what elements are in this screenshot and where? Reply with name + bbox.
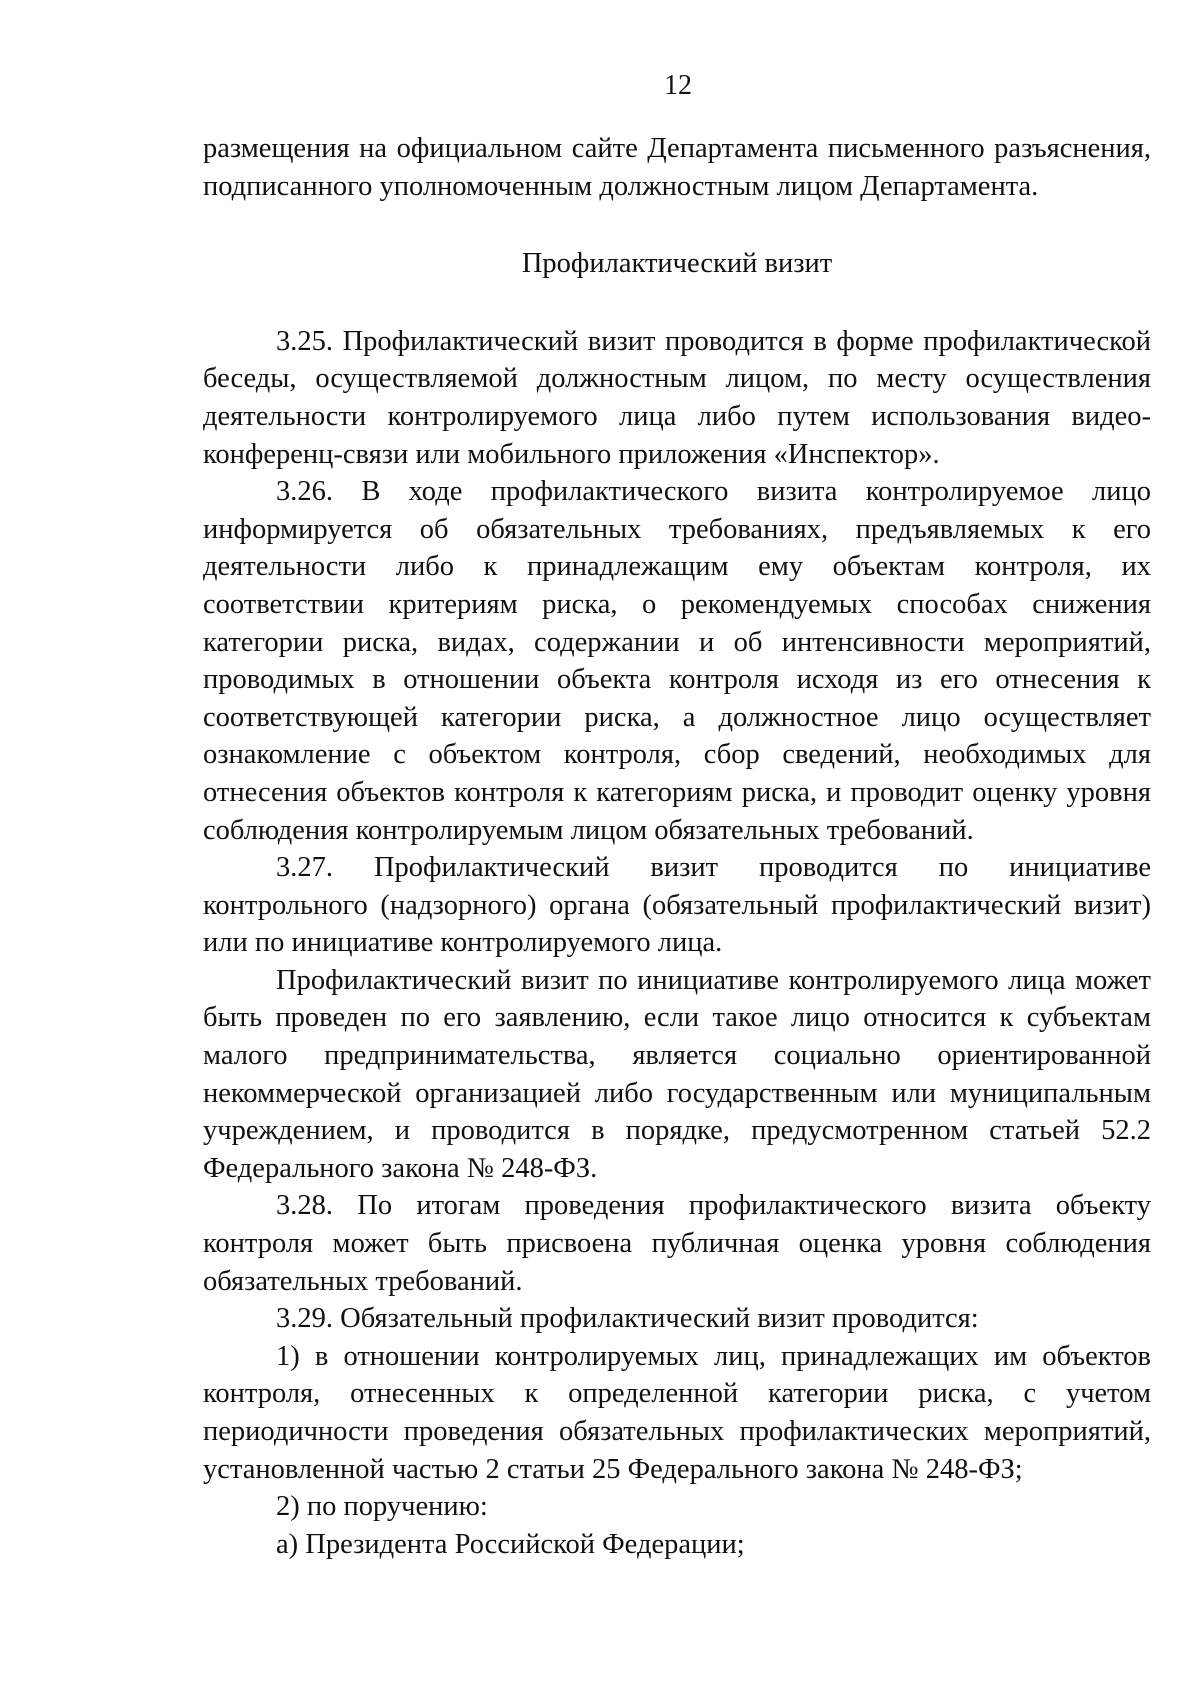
paragraph-3-27: 3.27. Профилактический визит проводится по инициативе контрольного (надзорного) органа (обязательный профилактический визит) или по инициативе контролируемого лица. (203, 852, 1151, 959)
paragraph-3-29: 3.29. Обязательный профилактический визит проводится: (276, 1303, 979, 1335)
section-heading: Профилактический визит (521, 248, 833, 280)
list-item-2a: а) Президента Российской Федерации; (276, 1528, 745, 1560)
page-number: 12 (664, 70, 692, 101)
paragraph-3-28: 3.28. По итогам проведения профилактического визита объекту контроля может быть присвоена публичная оценка уровня соблюдения обязательных требований. (203, 1190, 1151, 1297)
list-item-2: 2) по поручению: (276, 1491, 488, 1523)
paragraph-3-26: 3.26. В ходе профилактического визита контролируемое лицо информируется об обязательных требованиях, предъявляемых к его деятельности либо к принадлежащим ему объектам контроля, их соответствии критериям риска, о рекомендуемых способах снижения категории риска, видах, содержании и об интенсивности мероприятий, проводимых в отношении объекта контроля исходя из его отнесения к соответствующей категории риска, а должностное лицо осуществляет ознакомление с объектом контроля, сбор сведений, необходимых для отнесения объектов контроля к категориям риска, и проводит оценку уровня соблюдения контролируемым лицом обязательных требований. (203, 476, 1151, 846)
list-item-1: 1) в отношении контролируемых лиц, принадлежащих им объектов контроля, отнесенных к определенной категории риска, с учетом периодичности проведения обязательных профилактических мероприятий, установленной частью 2 статьи 25 Федерального закона № 248-ФЗ; (203, 1340, 1151, 1485)
paragraph-3-25: 3.25. Профилактический визит проводится в форме профилактической беседы, осуществляемой должностным лицом, по месту осуществления деятельности контролируемого лица либо путем использования видео-конференц-связи или мобильного приложения «Инспектор». (203, 325, 1151, 470)
paragraph-continuation: размещения на официальном сайте Департамента письменного разъяснения, подписанного уполномоченным должностным лицом Департамента. (203, 133, 1151, 202)
paragraph-initiative: Профилактический визит по инициативе контролируемого лица может быть проведен по его заявлению, если такое лицо относится к субъектам малого предпринимательства, является социально ориентированной некоммерческой организацией либо государственным или муниципальным учреждением, и проводится в порядке, предусмотренном статьей 52.2 Федерального закона № 248-ФЗ. (203, 964, 1151, 1184)
document-body (203, 130, 1151, 1563)
